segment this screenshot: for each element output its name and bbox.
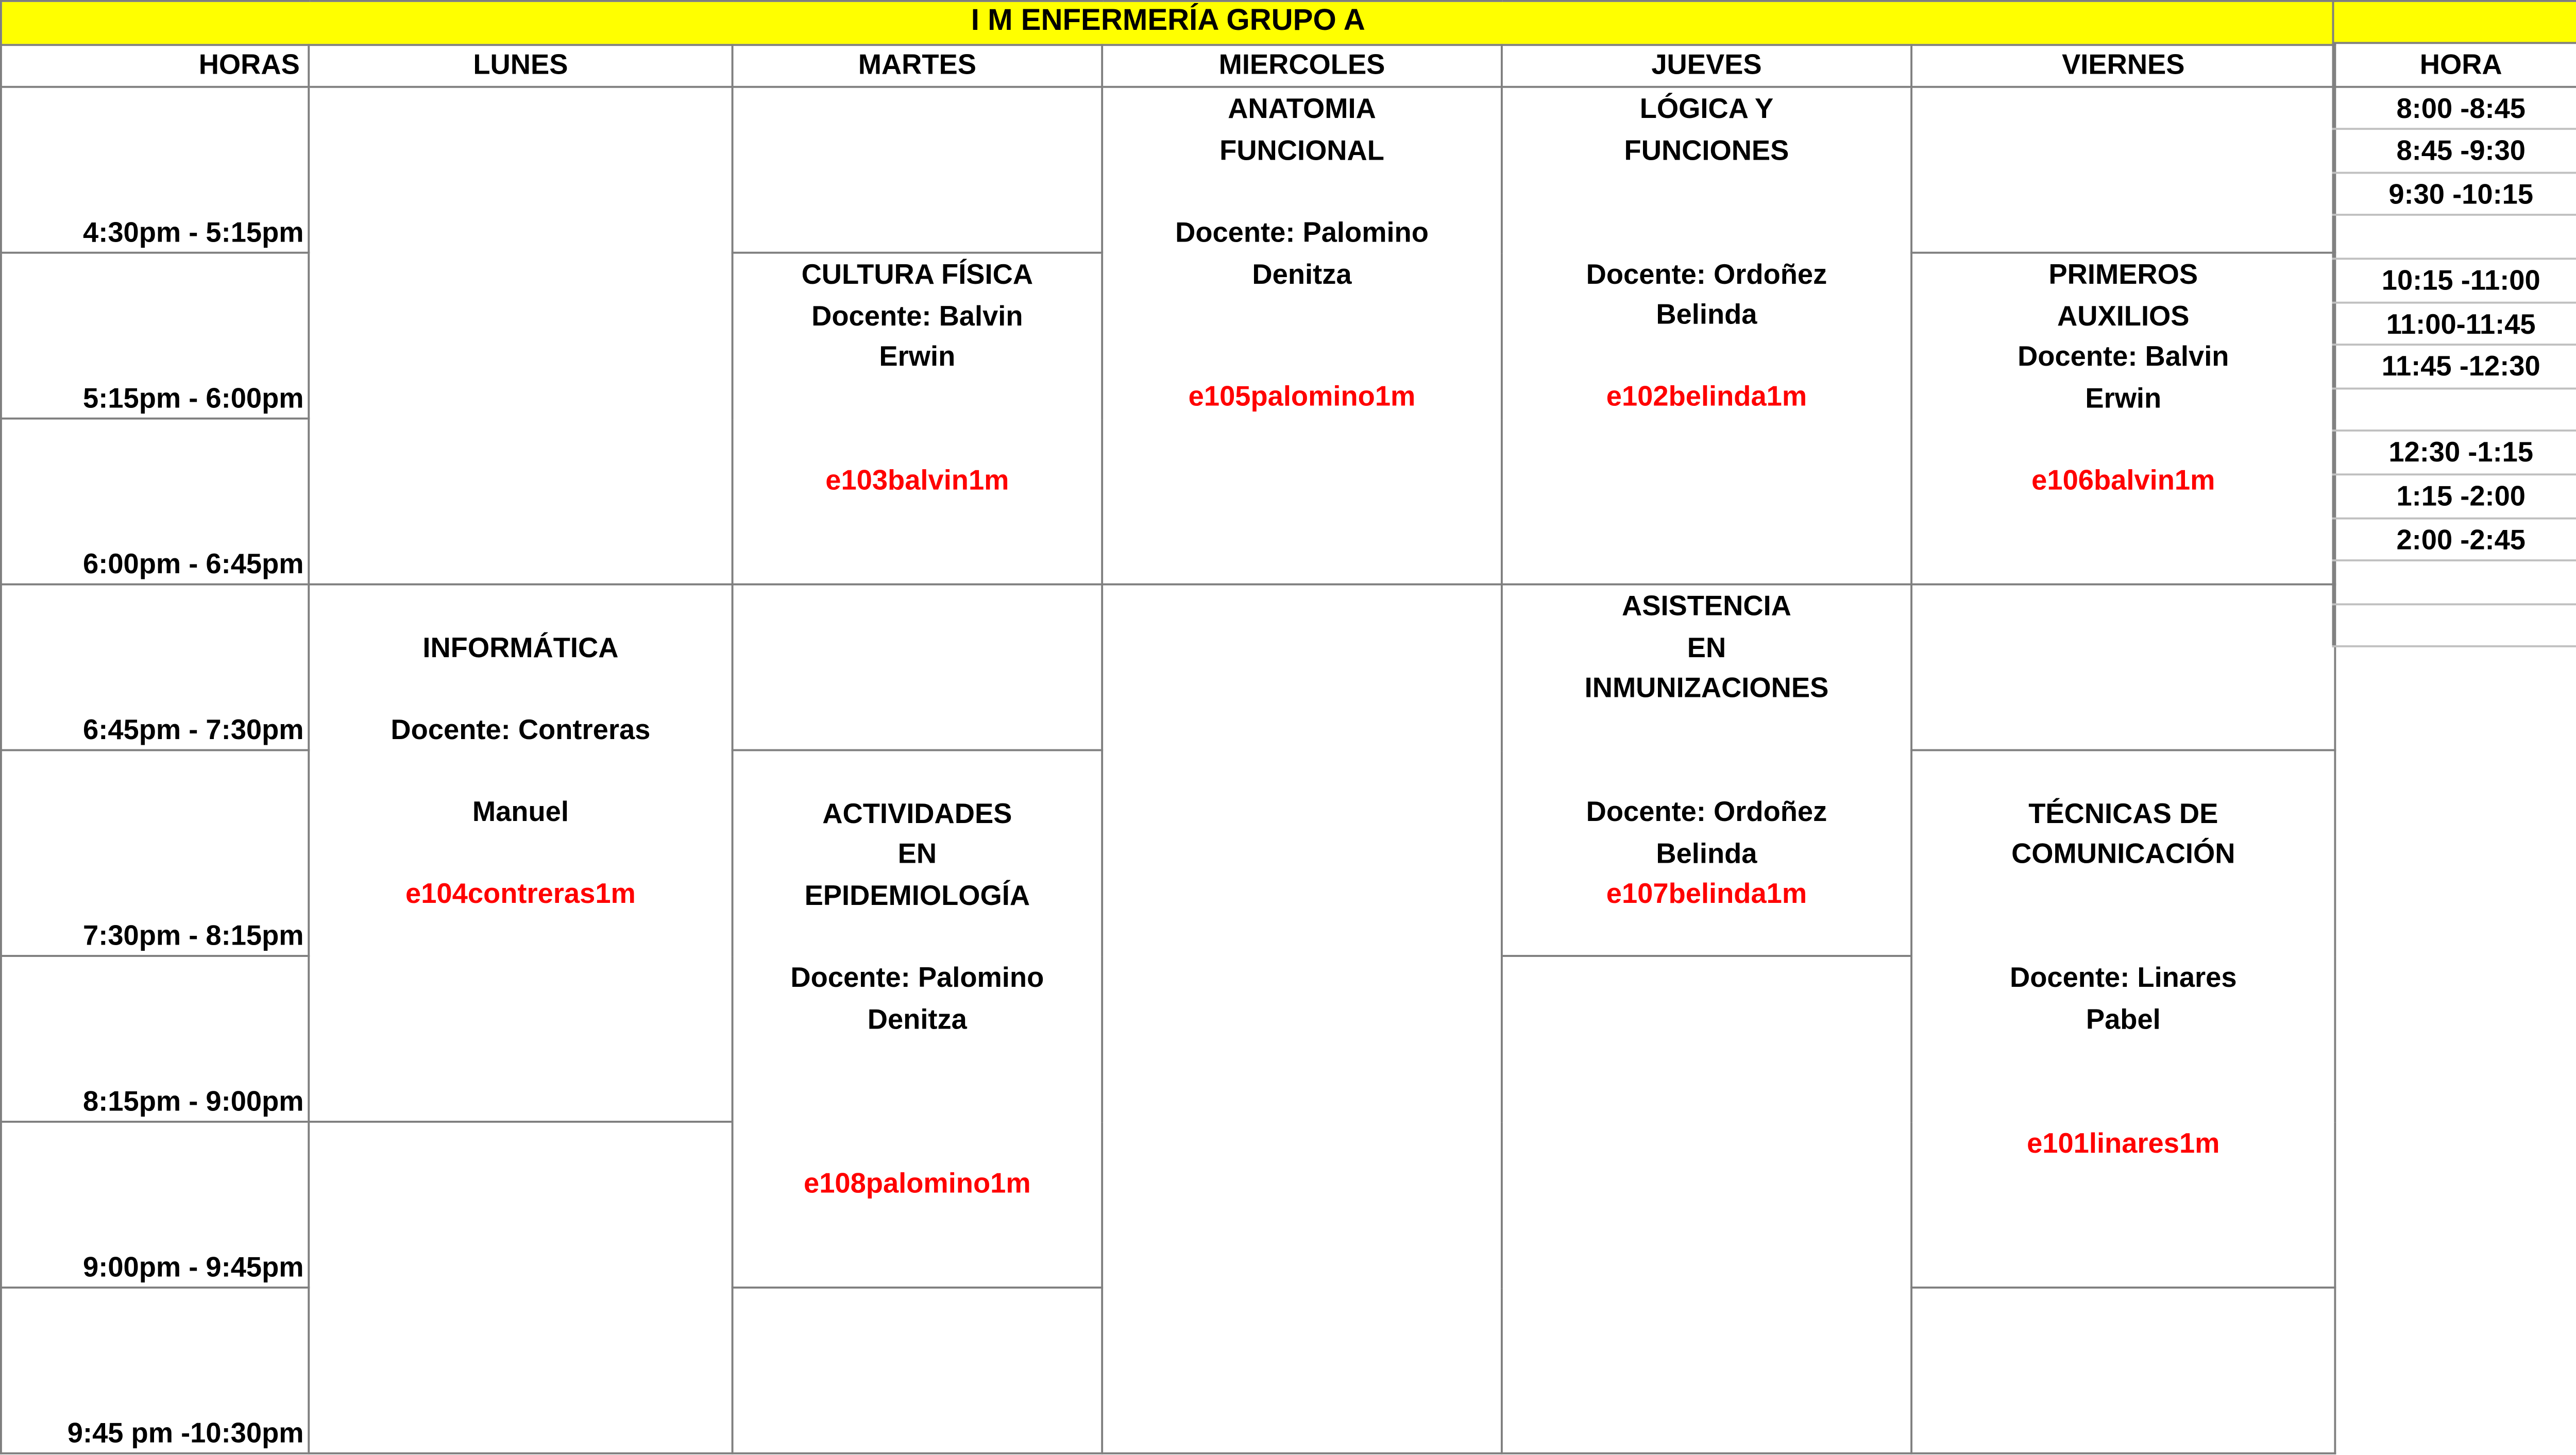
saturday-time: 2:00 -2:45 <box>2333 518 2576 561</box>
saturday-time: 10:15 -11:00 <box>2333 259 2576 302</box>
martes-empty-1 <box>733 87 1103 253</box>
room-number <box>2334 661 2576 693</box>
course-teacher: Erwin <box>2085 381 2162 414</box>
time-slot-8: 9:45 pm -10:30pm <box>1 1288 309 1454</box>
jueves-empty-2 <box>1502 956 1911 1454</box>
course-teacher: Pabel <box>2086 1002 2161 1035</box>
lunes-empty-2 <box>309 1122 732 1454</box>
saturday-time: 12:30 -1:15 <box>2333 431 2576 474</box>
schedule-title: I M ENFERMERÍA GRUPO A <box>1 1 2335 44</box>
course-code: e102belinda1m <box>1606 380 1807 413</box>
course-name: FUNCIONAL <box>1219 133 1384 166</box>
course-name: COMUNICACIÓN <box>2011 837 2235 870</box>
course-code: e103balvin1m <box>825 464 1009 496</box>
course-asistencia-inmunizaciones <box>1502 585 1911 956</box>
course-teacher: Docente: Linares <box>2009 961 2237 994</box>
martes-empty-2 <box>733 585 1103 750</box>
saturday-time: 11:00-11:45 <box>2333 302 2576 345</box>
viernes-empty-3 <box>1911 1288 2335 1454</box>
header-miercoles: MIERCOLES <box>1102 44 1502 88</box>
lunes-empty-1 <box>309 87 732 585</box>
course-code: e106balvin1m <box>2031 464 2215 496</box>
saturday-time-empty <box>2333 560 2576 604</box>
course-name: EPIDEMIOLOGÍA <box>804 879 1030 911</box>
saturday-schedule-table <box>2332 0 2576 648</box>
course-teacher: Docente: Ordoñez <box>1586 795 1827 828</box>
course-tecnicas-comunicacion <box>1911 750 2335 1288</box>
course-name: CULTURA FÍSICA <box>801 258 1033 290</box>
course-name: TÉCNICAS DE <box>2028 796 2218 829</box>
saturday-time: 11:45 -12:30 <box>2333 345 2576 388</box>
course-teacher: Docente: Balvin <box>811 299 1023 332</box>
course-actividades-epidemiologia <box>733 750 1103 1288</box>
course-teacher: Erwin <box>879 340 956 372</box>
course-informatica <box>309 585 732 1122</box>
time-slot-2: 5:15pm - 6:00pm <box>1 253 309 419</box>
course-code: e107belinda1m <box>1606 878 1807 910</box>
header-jueves: JUEVES <box>1502 44 1911 88</box>
course-teacher: Belinda <box>1656 836 1757 869</box>
course-name: ACTIVIDADES <box>822 796 1012 829</box>
course-name: PRIMEROS <box>2048 258 2198 290</box>
course-teacher: Docente: Palomino <box>790 961 1044 994</box>
header-lunes: LUNES <box>309 44 732 88</box>
course-teacher: Denitza <box>1252 256 1352 289</box>
course-name: FUNCIONES <box>1624 133 1789 166</box>
course-teacher: Docente: Ordoñez <box>1586 256 1827 289</box>
viernes-empty-2 <box>1911 585 2335 750</box>
course-teacher: Manuel <box>472 795 569 828</box>
saturday-time: 1:15 -2:00 <box>2333 474 2576 518</box>
course-name: ANATOMIA <box>1228 92 1376 125</box>
course-name: ASISTENCIA <box>1622 589 1791 622</box>
time-slot-3: 6:00pm - 6:45pm <box>1 419 309 585</box>
course-anatomia-funcional <box>1102 87 1502 585</box>
saturday-time-empty <box>2333 215 2576 259</box>
course-code: e108palomino1m <box>804 1167 1031 1199</box>
course-name: AUXILIOS <box>2057 299 2190 332</box>
saturday-time: 8:45 -9:30 <box>2333 129 2576 173</box>
course-teacher: Docente: Palomino <box>1175 215 1429 248</box>
header-hora: HORA <box>2333 43 2576 86</box>
course-code: e101linares1m <box>2027 1125 2220 1158</box>
course-name: INMUNIZACIONES <box>1584 672 1829 704</box>
time-slot-7: 9:00pm - 9:45pm <box>1 1122 309 1288</box>
course-teacher: Belinda <box>1656 298 1757 330</box>
header-martes: MARTES <box>733 44 1103 88</box>
course-code: e104contreras1m <box>405 878 636 910</box>
course-cultura-fisica <box>733 253 1103 585</box>
time-slot-1: 4:30pm - 5:15pm <box>1 87 309 253</box>
martes-empty-3 <box>733 1288 1103 1454</box>
course-teacher: Denitza <box>867 1002 967 1035</box>
course-name: EN <box>1687 630 1726 663</box>
course-name: LÓGICA Y <box>1639 92 1774 125</box>
time-slot-5: 7:30pm - 8:15pm <box>1 750 309 956</box>
header-viernes: VIERNES <box>1911 44 2335 88</box>
time-slot-4: 6:45pm - 7:30pm <box>1 585 309 750</box>
course-code: e105palomino1m <box>1188 380 1416 413</box>
saturday-time-empty <box>2333 604 2576 647</box>
course-logica-funciones <box>1502 87 1911 585</box>
course-name: EN <box>897 837 937 870</box>
course-primeros-auxilios <box>1911 253 2335 585</box>
course-name: INFORMÁTICA <box>422 630 619 663</box>
course-teacher: Docente: Balvin <box>2018 340 2229 372</box>
course-teacher: Docente: Contreras <box>391 713 651 745</box>
header-horas: HORAS <box>1 44 309 88</box>
saturday-title-spacer <box>2333 1 2576 43</box>
saturday-time-empty <box>2333 388 2576 431</box>
viernes-empty-1 <box>1911 87 2335 253</box>
miercoles-empty-2 <box>1102 585 1502 1453</box>
saturday-time: 9:30 -10:15 <box>2333 173 2576 216</box>
saturday-time: 8:00 -8:45 <box>2333 86 2576 129</box>
time-slot-6: 8:15pm - 9:00pm <box>1 956 309 1122</box>
